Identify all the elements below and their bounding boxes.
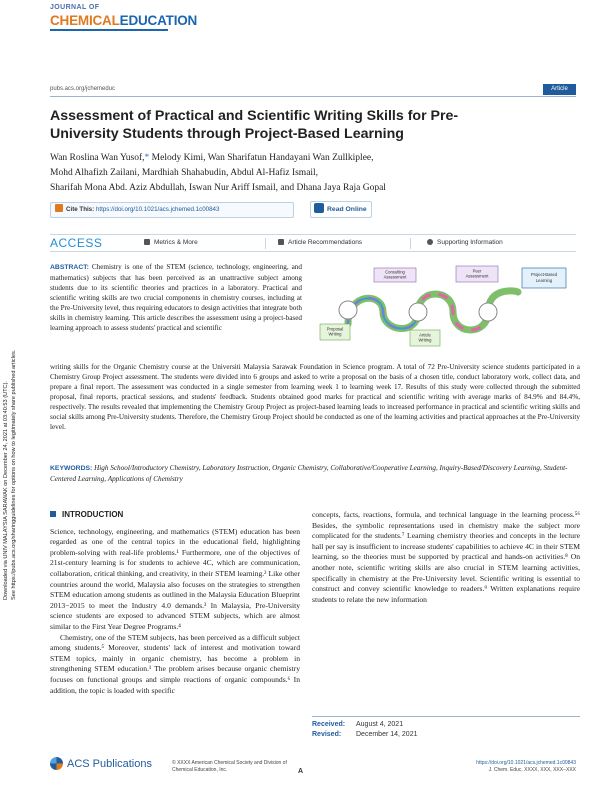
peer-label-2: Assessment xyxy=(465,273,489,279)
document-icon xyxy=(278,239,284,245)
article-recommendations-link[interactable] xyxy=(278,239,362,246)
journal-logo[interactable] xyxy=(50,4,198,48)
author-line-2: Melody Kimi, Wan Sharifatun Handayani Wan Zullkiplee, xyxy=(151,153,374,163)
header-divider xyxy=(50,96,576,97)
copyright-notice: © XXXX American Chemical Society and Division of Chemical Education, Inc. xyxy=(172,760,287,773)
consulting-label-2: Assessment xyxy=(383,274,407,280)
flask-icon xyxy=(339,301,357,319)
bar-chart-icon xyxy=(144,239,150,245)
footer-journal-citation: J. Chem. Educ. XXXX, XXX, XXX−XXX xyxy=(488,767,576,773)
journal-logo-bar xyxy=(50,29,168,31)
journal-url[interactable]: pubs.acs.org/jchemeduc xyxy=(50,86,116,92)
abstract-body-1: Chemistry is one of the STEM (science, technology, engineering, and mathematics) subjects that has been perceived as an unattractive subject among students due to its scientific theories and practices in a laboratory. Practical and scientific writing skills are two crucial components in chemistry courses, including at the Pre-University level, thus requiring educators to design activities that integrate both skills in chemistry learning. This article describes the assessment using a project-based learning approach to assess students' practical and scientific xyxy=(50,263,302,332)
intro-heading-text: INTRODUCTION xyxy=(62,510,124,519)
access-separator xyxy=(410,238,411,249)
keywords-list: High School/Introductory Chemistry, Laboratory Instruction, Organic Chemistry, Collaborative/Cooperative Learning, Inquiry-Based/Discovery Learning, Student-Centered Learning, Applications of Chemistry xyxy=(50,464,568,483)
download-sidebar xyxy=(1,200,25,600)
acs-publications-logo[interactable] xyxy=(50,757,152,770)
access-label: ACCESS xyxy=(50,236,103,250)
acs-publications-label: ACS Publications xyxy=(67,758,152,770)
article-recommendations-label: Article Recommendations xyxy=(288,239,363,246)
author-line-1: Wan Roslina Wan Yusof, xyxy=(50,153,145,163)
consulting-label: Consulting xyxy=(385,269,405,275)
keywords xyxy=(50,463,580,484)
cite-this-box xyxy=(50,202,294,218)
article-title: Assessment of Practical and Scientific Writing Skills for Pre-University Students through Project-Based Learning xyxy=(50,108,459,142)
page-letter: A xyxy=(298,768,304,775)
download-notice: Downloaded via UNIV MALAYSIA SARAWAK on December 24, 2021 at 03:40:53 (UTC). xyxy=(3,381,9,600)
author-line-3: Mohd Alhafizh Zailani, Mardhiah Shahabudin, Abdul Al-Hafiz Ismail, xyxy=(50,168,319,178)
article-writing-label: Article xyxy=(419,332,431,338)
article-writing-label-2: Writing xyxy=(418,337,432,343)
author-line-4: Sharifah Mona Abd. Aziz Abdullah, Iswan Nur Ariff Ismail, and Dhana Jaya Raja Gopal xyxy=(50,183,386,193)
toc-graphic xyxy=(308,262,580,358)
intro-paragraph-1: Science, technology, engineering, and mathematics (STEM) education has been regarded as one of the central topics in the educational field, highlighting problem-solving with real-life problems.¹ Furthermore, one of the objectives of 21st-century learning is for students to achieve 4C, which are communication, collaboration, critical thinking, and creativity, in their STEM learning.² Like other countries around the world, Malaysia also focuses on the strategies to strengthen STEM education among students as outlined in the Malaysia Education Blueprint 2013−2015 to meet the Industry 4.0 demands.³ In Malaysia, Pre-University science students are exposed to advanced STEM subjects, which are almost similar to the First Year Degree Programs.⁴ xyxy=(50,526,300,631)
pbl-label: Project-Based xyxy=(530,272,558,277)
proposal-label-2: Writing xyxy=(328,331,342,337)
section-square-icon xyxy=(50,511,56,517)
cite-doi-link[interactable]: https://doi.org/10.1021/acs.jchemed.1c00843 xyxy=(95,206,220,213)
intro-paragraph-3: concepts, facts, reactions, formula, and technical language in the learning process.⁵⁶ Besides, the symbolic representations used in chemistry make the subject more complicated for the students.⁷ Learning chemistry theories and concepts in the lecture hall per say is insufficient to increase students' capabilities to achieve 4C in their STEM learning, so the theories must be supported by practical and hands-on activities.⁸ On another note, scientific writing skills are also crucial in STEM learning activities, specifically in chemistry at the Pre-University level. Scientific writing is essential to construct and convey scientific knowledge to readers.⁹ Written explanations require students to relate the new information xyxy=(312,510,580,604)
supporting-information-link[interactable] xyxy=(427,239,503,246)
journal-logo-name: CHEMICALEDUCATION xyxy=(50,13,198,28)
read-online-label: Read Online xyxy=(327,206,367,213)
proposal-label: Proposal xyxy=(326,326,344,332)
abstract-text-part1 xyxy=(50,262,302,333)
acs-logo-icon xyxy=(50,757,63,770)
article-dates xyxy=(312,716,580,740)
section-heading xyxy=(50,510,300,521)
sharing-guidelines-notice[interactable]: See https://pubs.acs.org/sharingguidelines for options on how to legitimately share published articles. xyxy=(11,349,17,600)
article-type-badge: Article xyxy=(543,84,576,95)
access-separator xyxy=(265,238,266,249)
revised-date: December 14, 2021 xyxy=(356,731,418,738)
beaker-icon xyxy=(409,303,427,321)
intro-paragraph-2: Chemistry, one of the STEM subjects, has been perceived as a difficult subject among students.⁵ Moreover, students' lack of interest and motivation toward STEM topics, mainly in organic chemistry, has become a problem in strengthening STEM education.¹ The problem arises because organic chemistry focuses on functional groups and simple reactions of organic compounds.⁶ In addition, the topic is loaded with specific xyxy=(50,632,300,695)
read-online-button[interactable] xyxy=(310,201,372,218)
journal-logo-top: JOURNAL OF xyxy=(50,4,100,11)
supporting-info-icon xyxy=(427,239,433,245)
supporting-information-label: Supporting Information xyxy=(437,239,503,246)
corresponding-author-star[interactable]: * xyxy=(144,153,150,163)
read-online-icon xyxy=(314,203,324,213)
keywords-label: KEYWORDS: xyxy=(50,465,93,472)
access-bar xyxy=(50,234,576,252)
right-column xyxy=(312,510,580,605)
received-date: August 4, 2021 xyxy=(356,721,404,728)
received-label: Received: xyxy=(312,721,346,728)
left-column xyxy=(50,510,300,696)
footer-citation xyxy=(476,760,576,774)
cite-icon xyxy=(55,204,63,212)
metrics-more-label: Metrics & More xyxy=(154,239,198,246)
author-list xyxy=(50,151,530,196)
abstract-text-part2: writing skills for the Organic Chemistry course at the Universiti Malaysia Sarawak Foundation in Science program. A total of 72 Pre-University science students participated in a Chemistry Group Project assessment. The students were divided into 6 groups and asked to write a proposal on the basis of a chosen title, conduct laboratory work, collect data, and prepare a final report. The assessment was conducted in a single semester from learning week 1 to learning week 17. Results of this study were collected through the submitted proposal, final reports, practical sessions, and students' feedback. Students obtained good marks for practical and scientific writing with average marks of 84.9% and 84.4%, respectively. The results revealed that implementing the Chemistry Group Project as project-based learning leads to increased performance in practical and scientific writing skills and social skills among Pre-University students. Therefore, the Chemistry Group Project should be conducted as one of the learning activities and practical approaches at the Pre-University level. xyxy=(50,363,580,431)
peer-label: Peer xyxy=(472,268,482,274)
footer-doi-link[interactable]: https://doi.org/10.1021/acs.jchemed.1c00843 xyxy=(476,760,576,766)
revised-label: Revised: xyxy=(312,731,342,738)
molecule-icon xyxy=(479,303,497,321)
abstract-label: ABSTRACT: xyxy=(50,264,89,271)
cite-label: Cite This: xyxy=(66,206,95,213)
metrics-more-link[interactable] xyxy=(144,239,198,246)
pbl-label-2: Learning xyxy=(535,278,553,283)
